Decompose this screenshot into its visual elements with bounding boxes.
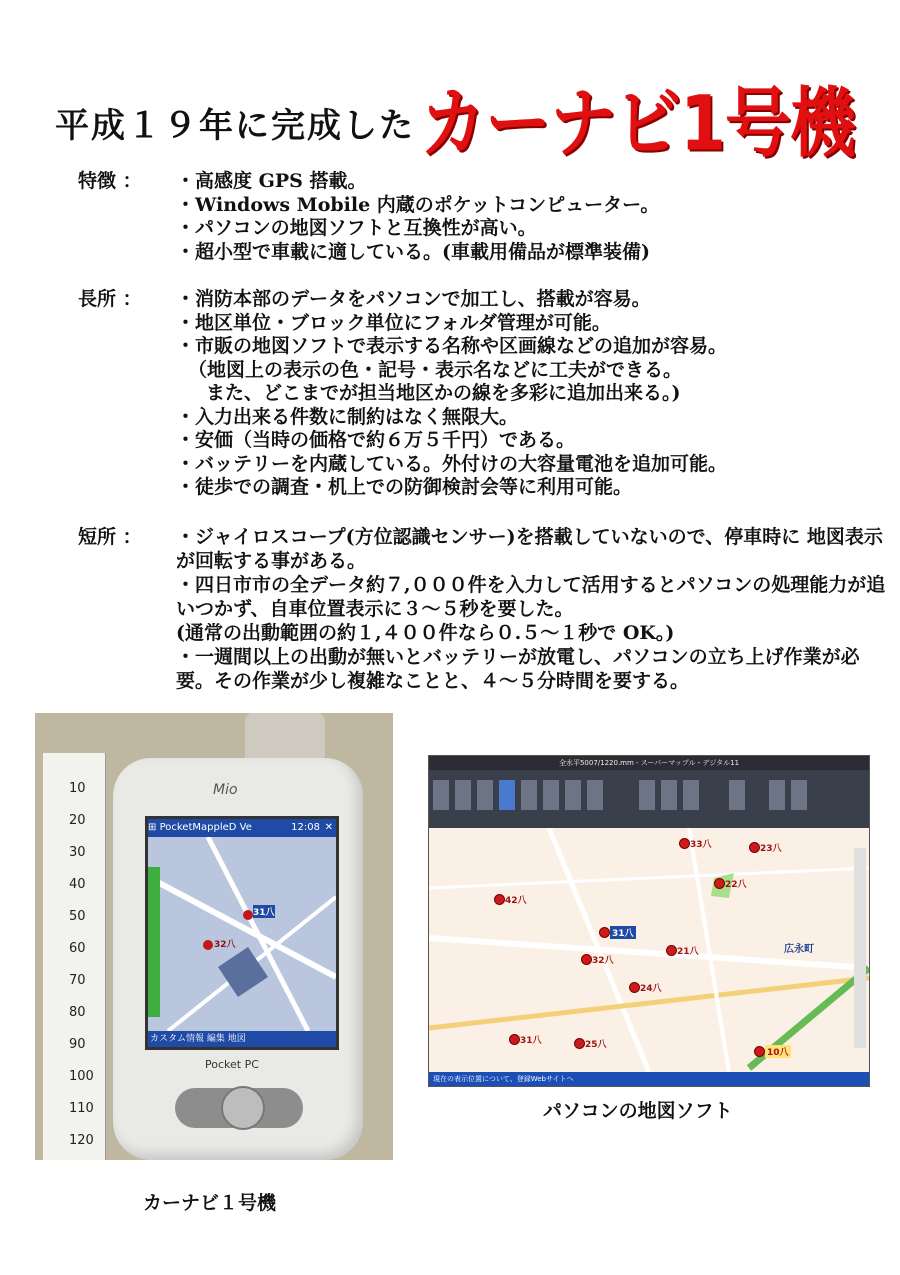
features-item: ・高感度 GPS 搭載。 [176, 170, 367, 192]
cons-item: ・四日市市の全データ約７,０００件を入力して活用するとパソコンの処理能力が追いつかず、自車位置表示に３～５秒を要した。 [176, 574, 886, 620]
cons-item: (通常の出動範囲の約１,４００件なら０.５～１秒で OK。) [176, 622, 675, 644]
map-ribbon [429, 770, 869, 828]
map-pin-label: 24八 [640, 984, 662, 994]
features-item: ・超小型で車載に適している。(車載用備品が標準装備) [176, 240, 650, 263]
map-pin-label: 23八 [760, 844, 782, 854]
features-section [78, 170, 878, 270]
pros-item: ・市販の地図ソフトで表示する名称や区画線などの追加が容易。 [176, 335, 728, 357]
title-main: 平成１９年に完成した [55, 106, 415, 146]
title-accent: カーナビ1号機 [420, 79, 855, 168]
device-logo: Mio [213, 782, 238, 798]
map-view [429, 828, 869, 1072]
ruler-number: 30 [69, 845, 86, 860]
ruler-number: 120 [69, 1133, 94, 1148]
ruler-number: 20 [69, 813, 86, 828]
cons-item: ・一週間以上の出動が無いとバッテリーが放電し、パソコンの立ち上げ作業が必要。その作業が少し複雑なことと、４～５分時間を要する。 [176, 646, 860, 692]
map-pin-label: 32八 [592, 956, 614, 966]
ruler-number: 80 [69, 1005, 86, 1020]
device-caption: カーナビ１号機 [143, 1192, 277, 1214]
map-pin [494, 894, 505, 905]
map-pin [629, 982, 640, 993]
ruler-number: 100 [69, 1069, 94, 1084]
screen-titlebar [148, 819, 336, 837]
cons-label: 短所 ： [78, 526, 142, 548]
map-software-screenshot [428, 755, 870, 1087]
ruler-number: 50 [69, 909, 86, 924]
map-pin-label: 31八 [520, 1036, 542, 1046]
features-item: ・パソコンの地図ソフトと互換性が高い。 [176, 217, 537, 239]
close-icon: ✕ [324, 822, 333, 833]
map-pin-label: 25八 [585, 1040, 607, 1050]
features-label: 特徴 ： [78, 170, 142, 192]
screen-pin-label: 32八 [214, 940, 236, 950]
device-dpad [221, 1086, 265, 1130]
map-pin [679, 838, 690, 849]
device-photo [35, 713, 393, 1160]
pros-item: ・入力出来る件数に制約はなく無限大。 [176, 405, 519, 428]
pros-item: ・安価（当時の価格で約６万５千円）である。 [176, 429, 576, 451]
pros-item: また、どこまでが担当地区かの線を多彩に追加出来る。) [206, 382, 681, 404]
map-pin [599, 927, 610, 938]
pros-item: ・消防本部のデータをパソコンで加工し、搭載が容易。 [176, 288, 651, 310]
map-status-bar: 現在の表示位置について、登録Webサイトへ [429, 1072, 869, 1086]
device-model: Pocket PC [205, 1058, 259, 1071]
map-pin-label: 21八 [677, 947, 699, 957]
device-screen [145, 816, 339, 1050]
screen-title: PocketMappleD Ve [159, 822, 252, 833]
ruler-number: 40 [69, 877, 86, 892]
pros-item: ・地区単位・ブロック単位にフォルダ管理が可能。 [176, 311, 611, 334]
map-pin [714, 878, 725, 889]
pros-label: 長所 ： [78, 288, 142, 310]
ruler-number: 70 [69, 973, 86, 988]
pros-item: ・徒歩での調査・机上での防御検討会等に利用可能。 [176, 476, 633, 498]
cons-section [78, 525, 886, 695]
ruler-number: 60 [69, 941, 86, 956]
map-caption: パソコンの地図ソフト [543, 1100, 733, 1122]
map-place-name: 広永町 [784, 944, 814, 955]
map-pin [581, 954, 592, 965]
map-pin [666, 945, 677, 956]
map-pin-label: 42八 [505, 896, 527, 906]
screen-map [148, 837, 336, 1031]
map-pin [574, 1038, 585, 1049]
map-pin [749, 842, 760, 853]
ruler-number: 110 [69, 1101, 94, 1116]
map-window-title: 全水平5007/1220.mm - スーパーマップル・デジタル11 [429, 756, 869, 770]
cons-item: ・ジャイロスコープ(方位認識センサー)を搭載していないので、停車時に 地図表示が回転する事がある。 [176, 526, 883, 572]
ribbon-icons [429, 770, 869, 828]
pros-item: ・バッテリーを内蔵している。外付けの大容量電池を追加可能。 [176, 452, 728, 475]
features-item: ・Windows Mobile 内蔵のポケットコンピューター。 [176, 193, 660, 216]
pocket-pc [113, 758, 363, 1160]
map-pin-label: 22八 [725, 880, 747, 890]
ruler-number: 90 [69, 1037, 86, 1052]
start-icon: ⊞ [148, 822, 157, 833]
map-pin-label: 31八 [610, 926, 636, 939]
pros-item: （地図上の表示の色・記号・表示名などに工夫ができる。 [188, 358, 683, 381]
ruler [43, 753, 106, 1160]
map-pin [754, 1046, 765, 1057]
screen-menu: カスタム情報 編集 地図 [148, 1031, 336, 1047]
map-pin-label: 10八 [765, 1045, 791, 1058]
screen-time: 12:08 [291, 822, 320, 833]
screen-pin-label: 31八 [253, 905, 275, 918]
map-pin-label: 33八 [690, 840, 712, 850]
pros-section [78, 288, 878, 508]
ruler-number: 10 [69, 781, 86, 796]
map-pin [509, 1034, 520, 1045]
